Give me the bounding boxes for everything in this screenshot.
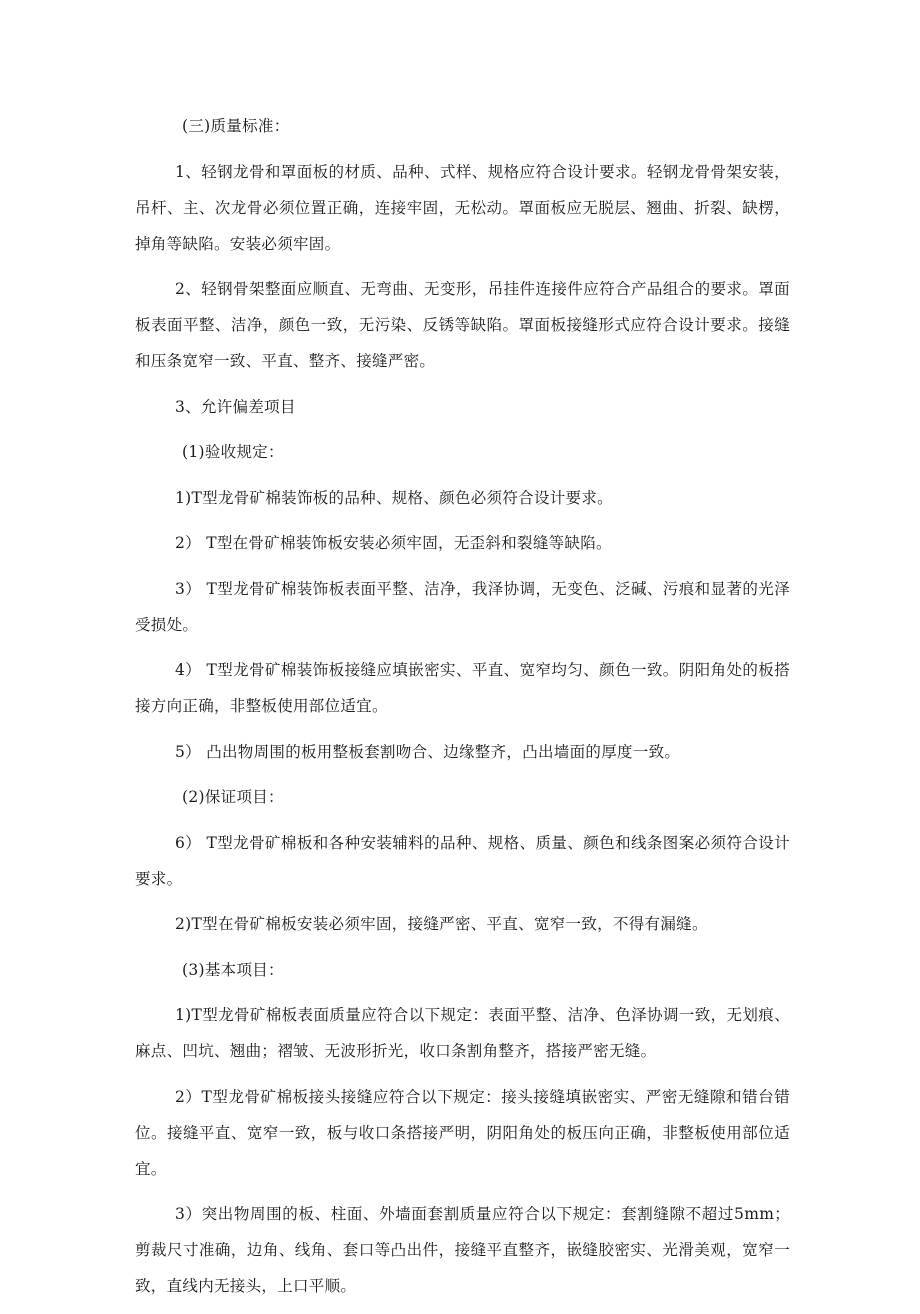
paragraph-acceptance-2: 2） T型在骨矿棉装饰板安装必须牢固，无歪斜和裂缝等缺陷。: [175, 534, 612, 552]
paragraph-2: 2、轻钢骨架整面应顺直、无弯曲、无变形，吊挂件连接件应符合产品组合的要求。罩面板表面平整、洁净，颜色一致，无污染、反锈等缺陷。罩面板接缝形式应符合设计要求。接缝和压条宽窄一致、平直、整齐、接缝严密。: [135, 280, 790, 370]
paragraph-basic-1: 1)T型龙骨矿棉板表面质量应符合以下规定：表面平整、洁净、色泽协调一致，无划痕、麻点、凹坑、翘曲；褶皱、无波形折光，收口条割角整齐，搭接严密无缝。: [135, 1006, 790, 1060]
paragraph-acceptance-4: 4） T型龙骨矿棉装饰板接缝应填嵌密实、平直、宽窄均匀、颜色一致。阴阳角处的板搭接方向正确，非整板使用部位适宜。: [135, 661, 790, 715]
document-body: [135, 108, 790, 1314]
paragraph-acceptance-5: 5） 凸出物周围的板用整板套割吻合、边缘整齐，凸出墙面的厚度一致。: [175, 742, 681, 761]
paragraph-basic-2: 2）T型龙骨矿棉板接头接缝应符合以下规定：接头接缝填嵌密实、严密无缝隙和错台错位。接缝平直、宽窄一致，板与收口条搭接严明，阴阳角处的板压向正确，非整板使用部位适宜。: [135, 1087, 790, 1178]
section-heading: (三)质量标准：: [182, 117, 290, 135]
subheading-guarantee: (2)保证项目：: [182, 788, 284, 806]
paragraph-3: 3、允许偏差项目: [175, 397, 296, 416]
subheading-acceptance: (1)验收规定：: [182, 443, 284, 461]
paragraph-acceptance-3: 3） T型龙骨矿棉装饰板表面平整、洁净，我泽协调，无变色、泛碱、污痕和显著的光泽受损处。: [135, 579, 790, 634]
paragraph-guarantee-1: 6） T型龙骨矿棉板和各种安装辅料的品种、规格、质量、颜色和线条图案必须符合设计要求。: [135, 833, 790, 888]
subheading-basic: (3)基本项目：: [182, 960, 284, 979]
paragraph-basic-3: 3）突出物周围的板、柱面、外墙面套割质量应符合以下规定：套割缝隙不超过5mm；剪裁尺寸准确，边角、线角、套口等凸出件，接缝平直整齐，嵌缝胶密实、光滑美观，宽窄一致，直线内无接头，上口平顺。: [135, 1205, 790, 1295]
paragraph-1: 1、轻钢龙骨和罩面板的材质、品种、式样、规格应符合设计要求。轻钢龙骨骨架安装，吊杆、主、次龙骨必须位置正确，连接牢固，无松动。罩面板应无脱层、翘曲、折裂、缺楞，掉角等缺陷。安装必须牢固。: [135, 162, 790, 253]
paragraph-acceptance-1: 1)T型龙骨矿棉装饰板的品种、规格、颜色必须符合设计要求。: [175, 488, 613, 507]
paragraph-guarantee-2: 2)T型在骨矿棉板安装必须牢固，接缝严密、平直、宽窄一致，不得有漏缝。: [175, 915, 708, 933]
